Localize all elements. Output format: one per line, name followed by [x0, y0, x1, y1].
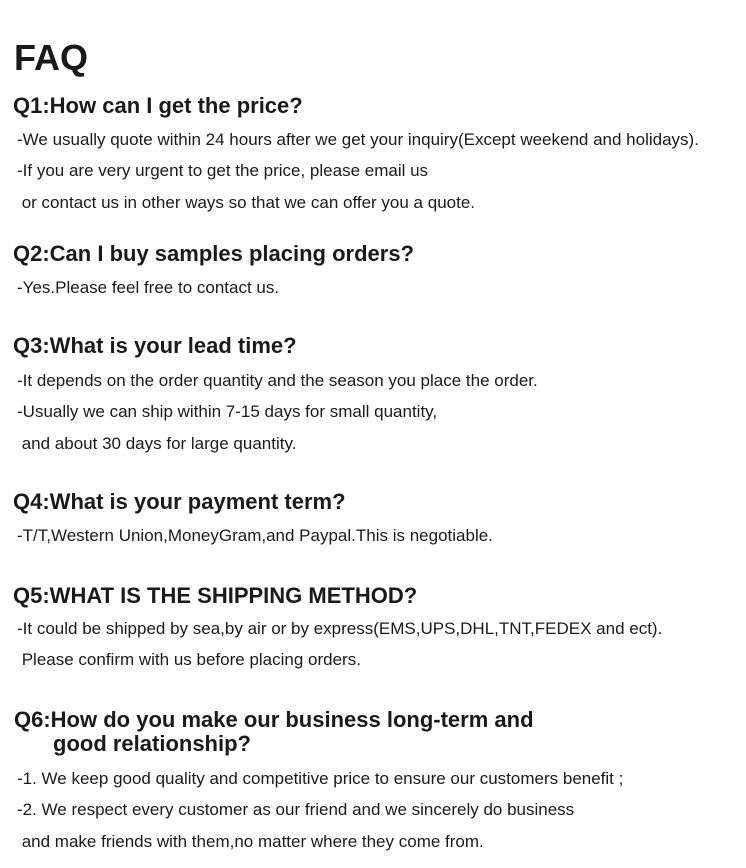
answer-5-line-1: -It could be shipped by sea,by air or by express(EMS,UPS,DHL,TNT,FEDEX and ect).: [17, 619, 663, 638]
answer-1-line-2: -If you are very urgent to get the price, please email us: [17, 161, 429, 180]
answer-3-line-3: and about 30 days for large quantity.: [17, 434, 297, 453]
question-5: Q5:WHAT IS THE SHIPPING METHOD?: [13, 583, 418, 608]
question-6: [14, 708, 534, 756]
question-6-line-2: good relationship?: [53, 731, 251, 756]
answer-6-line-3: and make friends with them,no matter where they come from.: [17, 832, 484, 851]
answer-2-line-1: -Yes.Please feel free to contact us.: [17, 278, 280, 297]
question-4: Q4:What is your payment term?: [13, 489, 346, 514]
answer-5-line-2: Please confirm with us before placing orders.: [17, 650, 361, 669]
question-2: Q2:Can I buy samples placing orders?: [13, 241, 414, 266]
answer-1-line-1: -We usually quote within 24 hours after we get your inquiry(Except weekend and holidays).: [17, 130, 699, 149]
answer-4-line-1: -T/T,Western Union,MoneyGram,and Paypal.This is negotiable.: [17, 526, 493, 545]
answer-1-line-3: or contact us in other ways so that we can offer you a quote.: [17, 193, 476, 212]
page-title: FAQ: [14, 37, 89, 78]
answer-6-line-1: -1. We keep good quality and competitive price to ensure our customers benefit ;: [17, 769, 624, 788]
question-3: Q3:What is your lead time?: [13, 333, 297, 358]
question-6-line-1: Q6:How do you make our business long-term and: [14, 707, 534, 732]
question-1: Q1:How can I get the price?: [13, 93, 303, 118]
answer-3-line-1: -It depends on the order quantity and the season you place the order.: [17, 371, 538, 390]
answer-3-line-2: -Usually we can ship within 7-15 days for small quantity,: [17, 402, 438, 421]
answer-6-line-2: -2. We respect every customer as our friend and we sincerely do business: [17, 800, 575, 819]
